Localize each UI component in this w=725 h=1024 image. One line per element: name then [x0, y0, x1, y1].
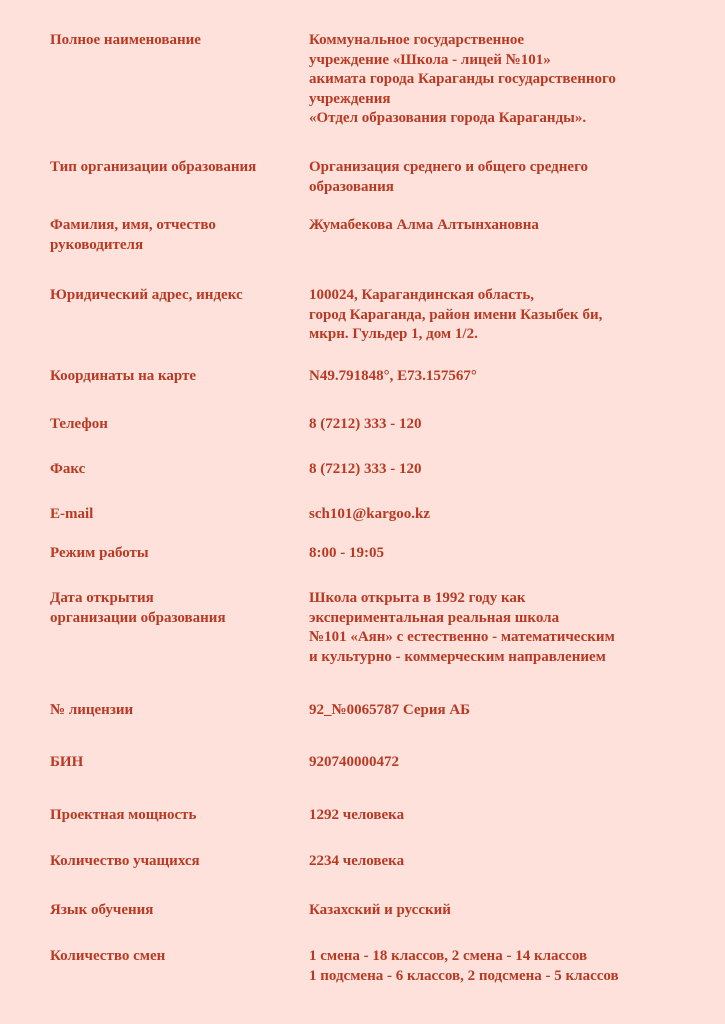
- field-value-line: 1 подсмена - 6 классов, 2 подсмена - 5 классов: [309, 967, 619, 984]
- field-value-line[interactable]: sch101@kargoo.kz: [309, 506, 431, 522]
- field-label: Факс: [50, 461, 86, 477]
- field-value: [309, 286, 709, 345]
- field-value: [309, 460, 709, 480]
- field-value: [309, 806, 709, 826]
- field-value: [309, 852, 709, 872]
- field-value-line: акимата города Караганды государственного: [309, 71, 616, 87]
- field-label: Дата открытия организации образования: [50, 590, 226, 626]
- field-label: БИН: [50, 754, 84, 770]
- field-label: Количество учащихся: [50, 853, 200, 869]
- field-value: [309, 505, 709, 525]
- field-value-line: N49.791848°, E73.157567°: [309, 368, 477, 384]
- field-label: Полное наименование: [50, 32, 201, 48]
- field-label: Юридический адрес, индекс: [50, 287, 243, 303]
- field-value-line: учреждения: [309, 90, 391, 107]
- field-value-line: экспериментальная реальная школа: [309, 609, 560, 626]
- field-value-line: 8 (7212) 333 - 120: [309, 461, 422, 477]
- field-value-line: 920740000472: [309, 754, 399, 770]
- field-value: [309, 901, 709, 921]
- field-value-line: Школа открыта в 1992 году как: [309, 590, 526, 606]
- field-label: № лицензии: [50, 702, 134, 718]
- field-value-line: Казахский и русский: [309, 902, 451, 918]
- field-value-line: образования: [309, 178, 394, 195]
- field-value-line: 8 (7212) 333 - 120: [309, 416, 422, 432]
- field-value-line: 92_№0065787 Серия АБ: [309, 702, 471, 718]
- field-label: Тип организации образования: [50, 159, 257, 175]
- field-value-line: Коммунальное государственное: [309, 32, 525, 48]
- field-value-line: и культурно - коммерческим направлением: [309, 648, 606, 665]
- field-value: [309, 216, 709, 236]
- field-value-line: 1292 человека: [309, 807, 405, 823]
- field-label: Координаты на карте: [50, 368, 197, 384]
- field-value-line: №101 «Аян» с естественно - математическим: [309, 629, 615, 645]
- field-value: [309, 753, 709, 773]
- field-value: [309, 367, 709, 387]
- field-label: Язык обучения: [50, 902, 154, 918]
- field-value-line: город Караганда, район имени Казыбек би,: [309, 306, 603, 323]
- field-value: [309, 544, 709, 564]
- field-value-line: учреждение «Школа - лицей №101»: [309, 51, 551, 68]
- field-value-line: мкрн. Гульдер 1, дом 1/2.: [309, 326, 478, 342]
- field-label: Количество смен: [50, 948, 166, 964]
- field-value: [309, 589, 709, 667]
- field-value: [309, 701, 709, 721]
- field-value-line: 1 смена - 18 классов, 2 смена - 14 классов: [309, 948, 588, 964]
- field-label: Фамилия, имя, отчество руководителя: [50, 217, 216, 253]
- field-label: E-mail: [50, 506, 94, 522]
- field-value: [309, 415, 709, 435]
- field-value-line: «Отдел образования города Караганды».: [309, 110, 587, 126]
- field-value-line: Жумабекова Алма Алтынхановна: [309, 217, 539, 233]
- field-label: Телефон: [50, 416, 108, 432]
- field-value: [309, 947, 709, 986]
- field-value-line: Организация среднего и общего среднего: [309, 159, 589, 175]
- field-value-line: 2234 человека: [309, 853, 405, 869]
- field-label: Режим работы: [50, 545, 149, 561]
- field-value: [309, 31, 709, 129]
- field-value-line: 100024, Карагандинская область,: [309, 287, 535, 303]
- field-value-line: 8:00 - 19:05: [309, 545, 384, 561]
- field-value: [309, 158, 709, 197]
- field-label: Проектная мощность: [50, 807, 197, 823]
